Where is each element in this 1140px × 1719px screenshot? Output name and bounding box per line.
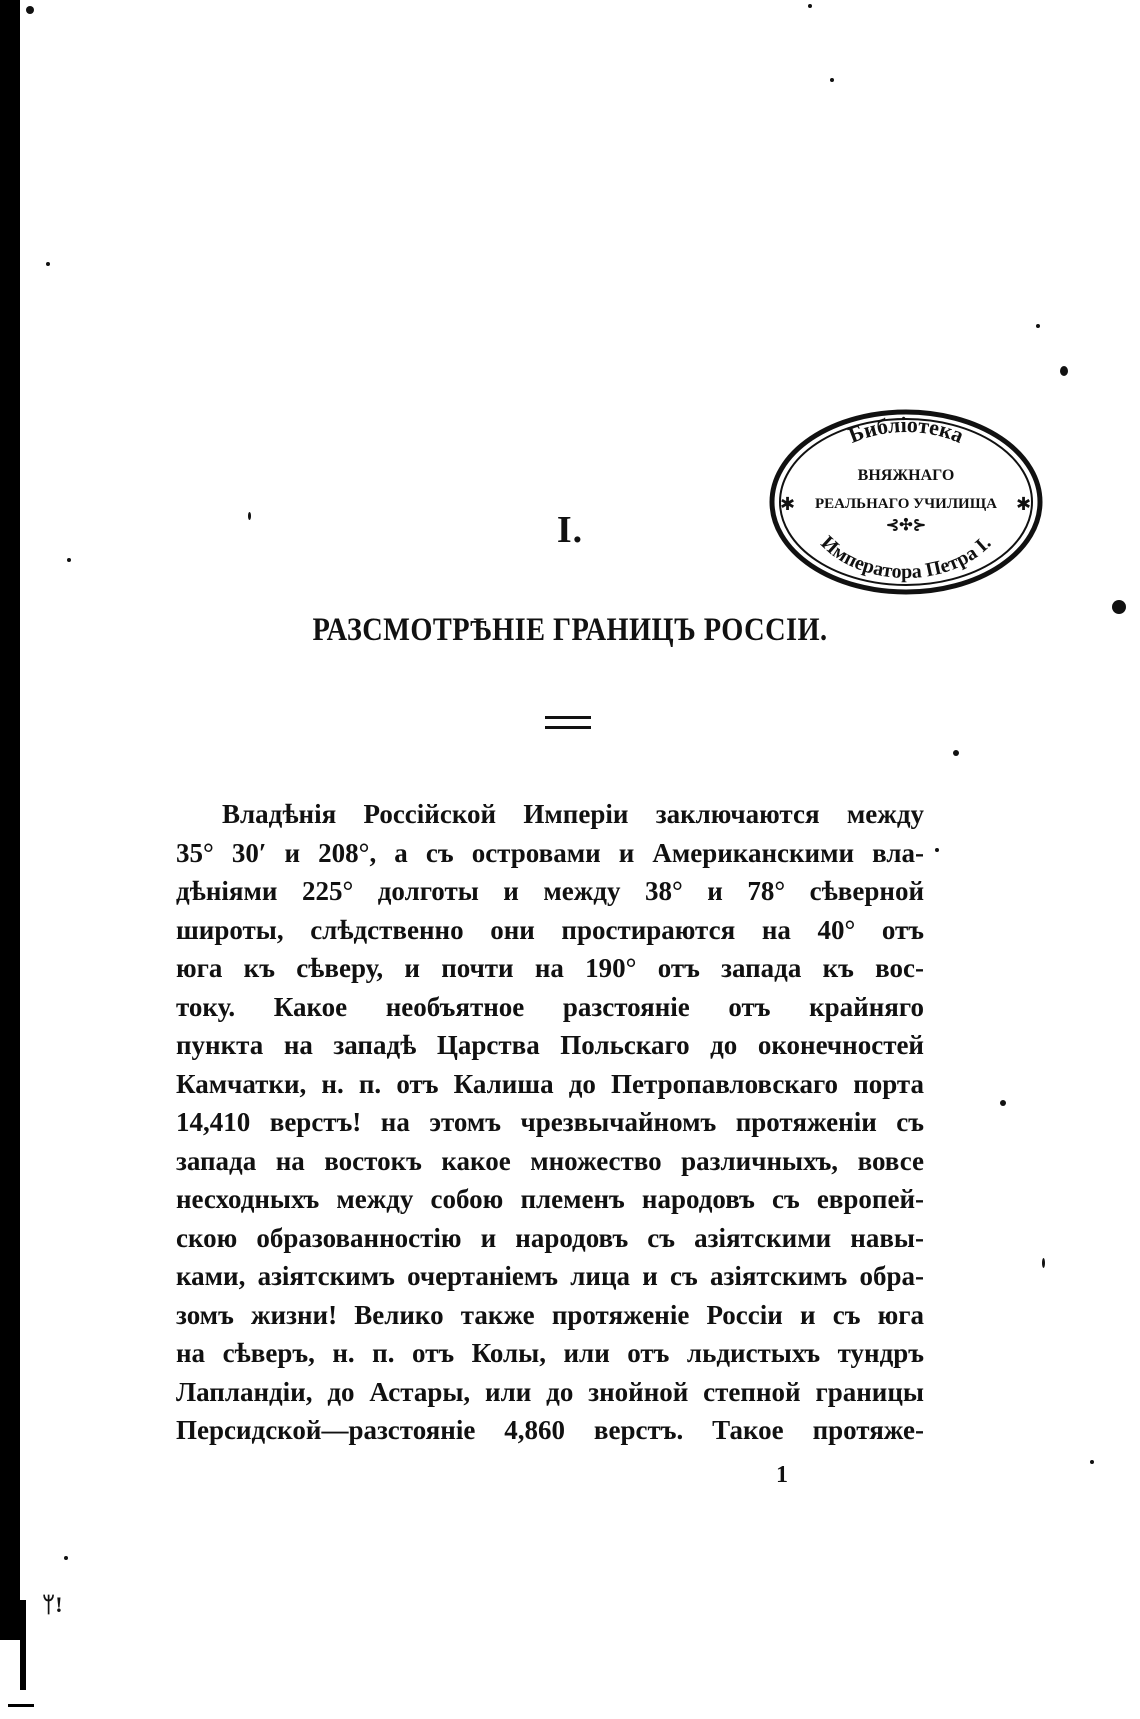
scan-speck	[1060, 366, 1068, 376]
scan-edge-tick	[8, 1704, 34, 1707]
stamp-top-text: Библіотека	[844, 411, 968, 448]
text-line: пункта на западѣ Царства Польскаго до оконечностей	[176, 1030, 924, 1060]
title-rule-bottom	[545, 726, 591, 729]
scan-edge-bar	[0, 0, 20, 1640]
scan-speck	[1036, 324, 1040, 328]
text-line: Лапландіи, до Астары, или до знойной степной границы	[176, 1376, 924, 1407]
text-line: 35° 30′ и 208°, а съ островами и Американскими вла-	[176, 837, 924, 868]
scan-speck	[26, 6, 34, 14]
stamp-star-left-icon: ✱	[780, 494, 796, 514]
scan-speck	[935, 848, 939, 852]
scan-speck	[1112, 600, 1126, 614]
text-line: Камчатки, н. п. отъ Калиша до Петропавловскаго порта	[176, 1068, 924, 1099]
scan-speck	[830, 78, 834, 82]
chapter-number: I.	[556, 509, 584, 551]
text-line: несходныхъ между собою племенъ народовъ съ европей-	[176, 1184, 924, 1214]
stamp-seal-icon	[766, 404, 1046, 600]
scan-edge-bar-lower	[20, 1600, 26, 1690]
stamp-line-2: ВНЯЖНАГО	[857, 467, 955, 484]
chapter-title: РАЗСМОТРѢНІЕ ГРАНИЦЪ РОССІИ.	[312, 612, 828, 648]
scan-speck	[1000, 1100, 1006, 1106]
library-stamp	[766, 404, 1046, 600]
scan-speck	[1042, 1258, 1045, 1268]
text-line: ками, азіятскимъ очертаніемъ лица и съ азіятскимъ обра-	[176, 1261, 924, 1291]
text-line: Персидской—разстояніе 4,860 верстъ. Такое протяже-	[176, 1415, 924, 1445]
stamp-line-3: РЕАЛЬНАГО УЧИЛИЩА	[814, 496, 998, 512]
title-rule-top	[545, 716, 591, 719]
margin-mark: ᛘ!	[42, 1592, 63, 1617]
scan-speck	[46, 262, 50, 266]
text-line: 14,410 верстъ! на этомъ чрезвычайномъ протяженіи съ	[176, 1107, 924, 1137]
text-line: юга къ сѣверу, и почти на 190° отъ запада къ вос-	[176, 953, 924, 983]
stamp-star-right-icon: ✱	[1016, 494, 1032, 514]
text-line: запада на востокъ какое множество различныхъ, вовсе	[176, 1145, 924, 1176]
stamp-bottom-text: Императора Петра I.	[816, 531, 996, 584]
text-line: Владѣнія Россійской Имперіи заключаются между	[222, 799, 924, 829]
text-line: скою образованностію и народовъ съ азіятскими навы-	[176, 1222, 924, 1253]
text-line: на сѣверъ, н. п. отъ Колы, или отъ льдистыхъ тундръ	[176, 1338, 924, 1368]
text-line: зомъ жизни! Велико также протяженіе Россіи и съ юга	[176, 1299, 924, 1330]
body-text	[176, 795, 924, 1450]
page-number: 1	[776, 1462, 788, 1488]
text-line: широты, слѣдственно они простираются на 40° отъ	[176, 914, 924, 945]
text-line: дѣніями 225° долготы и между 38° и 78° сѣверной	[176, 876, 924, 906]
stamp-ornament-icon: ⊰✣⊱	[885, 517, 927, 534]
text-line: току. Какое необъятное разстояніе отъ крайняго	[176, 991, 924, 1022]
scan-speck	[67, 558, 71, 562]
scan-speck	[808, 4, 812, 8]
scan-speck	[1090, 1460, 1094, 1464]
scan-speck	[953, 750, 959, 756]
scan-speck	[64, 1556, 68, 1560]
